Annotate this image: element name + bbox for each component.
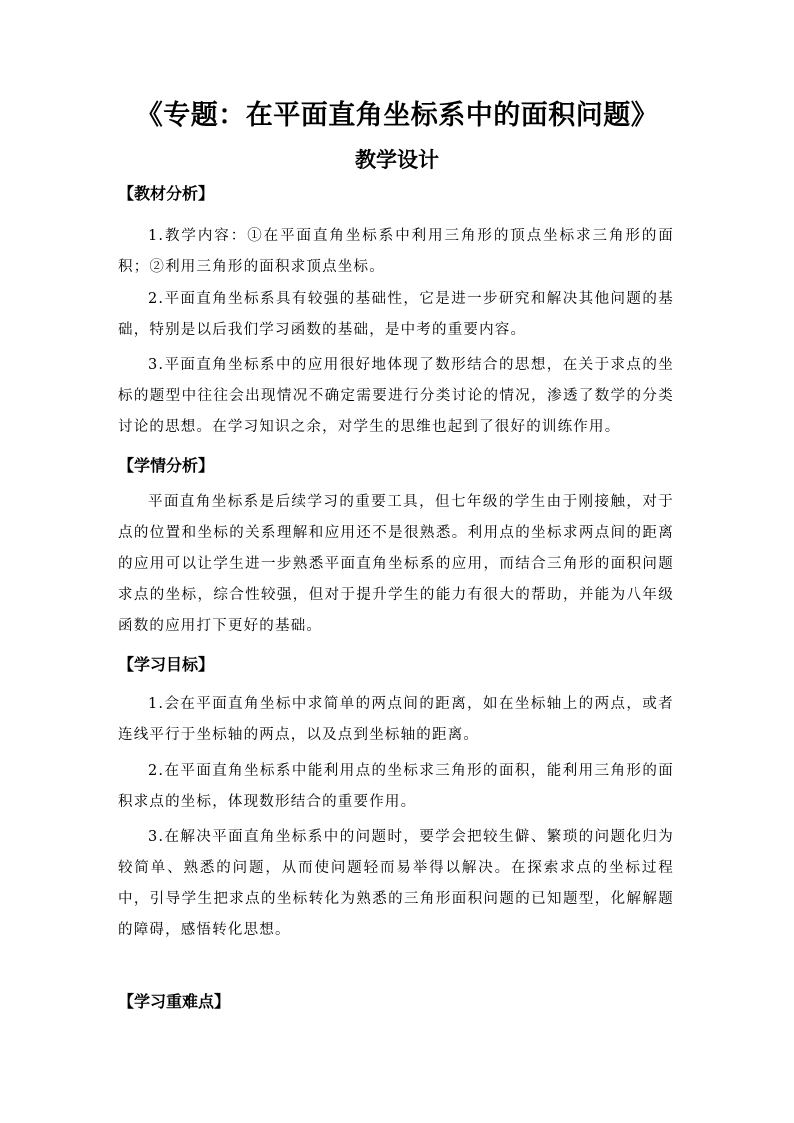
section-heading-learning-objectives: 【学习目标】 — [118, 655, 215, 674]
paragraph-student-analysis: 平面直角坐标系是后续学习的重要工具，但七年级的学生由于刚接触，对于点的位置和坐标的关系理解和应用还不是很熟悉。利用点的坐标求两点间的距离的应用可以让学生进一步熟悉平面直角坐标系的应用，而结合三角形的面积问题求点的坐标，综合性较强，但对于提升学生的能力有很大的帮助，并能为八年级函数的应用打下更好的基础。 — [118, 494, 674, 634]
document-title: 《专题：在平面直角坐标系中的面积问题》 — [135, 100, 659, 131]
document-subtitle: 教学设计 — [355, 148, 439, 172]
paragraph-objective-3: 3.在解决平面直角坐标系中的问题时，要学会把较生僻、繁琐的问题化归为较简单、熟悉的问题，从而使问题轻而易举得以解决。在探索求点的坐标过程中，引导学生把求点的坐标转化为熟悉的三角形面积问题的已知题型，化解解题的障碍，感悟转化思想。 — [118, 829, 674, 938]
section-heading-key-difficulties: 【学习重难点】 — [118, 992, 231, 1011]
paragraph-textbook-2: 2.平面直角坐标系具有较强的基础性，它是进一步研究和解决其他问题的基础，特别是以后我们学习函数的基础，是中考的重要内容。 — [118, 291, 674, 338]
paragraph-textbook-1: 1.教学内容：①在平面直角坐标系中利用三角形的顶点坐标求三角形的面积；②利用三角形的面积求顶点坐标。 — [118, 228, 674, 275]
section-heading-student-analysis: 【学情分析】 — [118, 456, 215, 475]
paragraph-objective-2: 2.在平面直角坐标系中能利用点的坐标求三角形的面积，能利用三角形的面积求点的坐标，体现数形结合的重要作用。 — [118, 763, 674, 810]
paragraph-textbook-3: 3.平面直角坐标系中的应用很好地体现了数形结合的思想，在关于求点的坐标的题型中往往会出现情况不确定需要进行分类讨论的情况，渗透了数学的分类讨论的思想。在学习知识之余，对学生的思维也起到了很好的训练作用。 — [118, 357, 674, 435]
paragraph-objective-1: 1.会在平面直角坐标中求简单的两点间的距离，如在坐标轴上的两点，或者连线平行于坐标轴的两点，以及点到坐标轴的距离。 — [118, 696, 674, 743]
section-heading-textbook-analysis: 【教材分析】 — [118, 184, 215, 203]
